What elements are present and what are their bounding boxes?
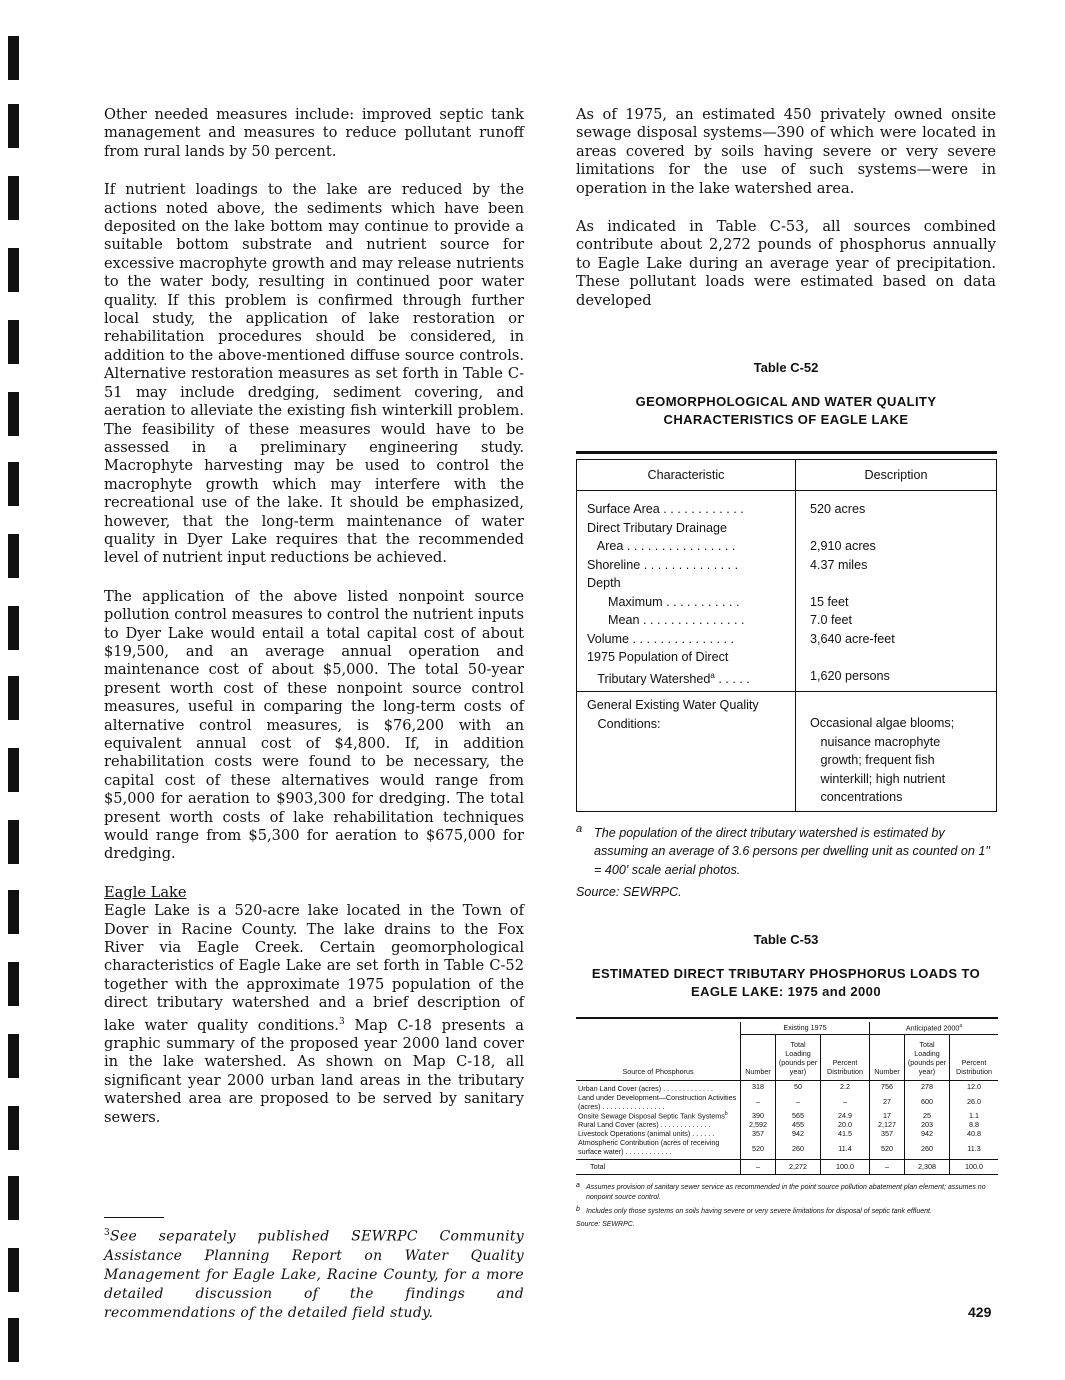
table-note bbox=[576, 824, 996, 880]
row-value: 4.37 miles bbox=[810, 557, 868, 572]
binder-mark bbox=[8, 820, 19, 864]
table-note bbox=[576, 1207, 996, 1217]
leader-dots: . . . . . bbox=[714, 671, 750, 686]
value-cell: 942 bbox=[776, 1129, 821, 1138]
source-cell: Urban Land Cover (acres) . . . . . . . . . . . . . bbox=[576, 1080, 741, 1093]
value-cell: 278 bbox=[905, 1080, 950, 1093]
value-cell: 565 bbox=[776, 1111, 821, 1120]
footnote-mark: 3 bbox=[104, 1227, 111, 1238]
note-text: The population of the direct tributary watershed is estimated by assuming an average of 3.6 persons per dwelling unit as counted on 1" = 400' scale aerial photos. bbox=[594, 825, 990, 877]
value-cell: 26.0 bbox=[967, 1097, 981, 1107]
value-cell: 260 bbox=[905, 1138, 950, 1160]
note-text: Includes only those systems on soils having severe or very severe limitations for disposal of septic tank effluent. bbox=[586, 1207, 932, 1215]
row-label: Depth bbox=[587, 576, 621, 591]
value-cell: 455 bbox=[776, 1120, 821, 1129]
column-header: Percent Distribution bbox=[821, 1034, 870, 1080]
value-cell: 17 bbox=[870, 1111, 905, 1120]
table-top-rule bbox=[576, 451, 997, 454]
binder-mark bbox=[8, 36, 19, 80]
table-label: Table C-53 bbox=[753, 931, 819, 947]
value-cell: 1.1 bbox=[969, 1110, 979, 1120]
binder-mark bbox=[8, 748, 19, 792]
source-cell: Rural Land Cover (acres) . . . . . . . . . . . . . bbox=[576, 1120, 741, 1129]
source-cell bbox=[576, 1111, 741, 1120]
row-label: Direct Tributary Drainage bbox=[587, 520, 727, 535]
footnote-text: See separately published SEWRPC Community Assistance Planning Report on Water Quality Management for Eagle Lake, Racine County, for a more detailed discussion of the findings and recommendations of the detailed field study. bbox=[104, 1228, 524, 1321]
row-label: Mean . . . . . . . . . . . . . . . bbox=[587, 613, 745, 628]
source-cell: Total bbox=[576, 1159, 741, 1174]
paragraph-tail: Map C-18 presents a graphic summary of the proposed year 2000 land cover in the lake watershed. As shown on Map C-18, all significant year 2000 urban land areas in the tributary watershed area are proposed to be served by sanitary sewers. bbox=[104, 1016, 524, 1126]
row-value bbox=[810, 648, 996, 667]
binder-mark bbox=[8, 890, 19, 934]
value-cell: 260 bbox=[776, 1138, 821, 1160]
value-cell: 600 bbox=[905, 1093, 950, 1111]
column-header: Characteristic bbox=[577, 460, 796, 491]
column-header: Total Loading (pounds per year) bbox=[905, 1034, 950, 1080]
footnote-ref: 3 bbox=[338, 1016, 345, 1027]
row-label-text: Tributary Watershed bbox=[587, 671, 711, 686]
source-text: Onsite Sewage Disposal Septic Tank Systems bbox=[578, 1110, 725, 1120]
binder-mark bbox=[8, 606, 19, 650]
row-value: 7.0 feet bbox=[810, 613, 853, 628]
table-row bbox=[576, 1120, 998, 1129]
value-cell: – bbox=[870, 1159, 905, 1174]
note-mark: b bbox=[576, 1205, 580, 1213]
value-cell: 100.0 bbox=[821, 1159, 870, 1174]
table-row bbox=[576, 1129, 998, 1138]
group-header: Existing 1975 bbox=[741, 1022, 870, 1035]
row-value: 3,640 acre-feet bbox=[810, 631, 895, 646]
source-cell: Livestock Operations (animal units) . . . . . . bbox=[576, 1129, 741, 1138]
value-cell: 41.5 bbox=[821, 1129, 870, 1138]
note-mark: b bbox=[724, 1110, 728, 1117]
binder-mark bbox=[8, 1176, 19, 1220]
table-title-line: GEOMORPHOLOGICAL AND WATER QUALITY bbox=[635, 394, 937, 410]
column-header: Percent Distribution bbox=[950, 1034, 999, 1080]
value-cell: 203 bbox=[905, 1120, 950, 1129]
row-label bbox=[587, 667, 795, 686]
value-cell: 2,308 bbox=[905, 1159, 950, 1174]
value-cell: 942 bbox=[905, 1129, 950, 1138]
characteristic-cell bbox=[577, 692, 796, 812]
left-column bbox=[104, 106, 524, 1323]
table-label: Table C-52 bbox=[753, 360, 819, 376]
value-cell: – bbox=[821, 1093, 870, 1111]
column-header: Number bbox=[741, 1034, 776, 1080]
phosphorus-loads-table bbox=[576, 1022, 998, 1175]
source-cell: Land under Development—Construction Activities (acres) . . . . . . . . . . . . . . . . bbox=[576, 1093, 741, 1111]
table-title bbox=[576, 393, 996, 429]
value-cell: 50 bbox=[776, 1080, 821, 1093]
binder-mark bbox=[8, 1318, 19, 1362]
right-column bbox=[576, 106, 996, 1230]
value-cell: 520 bbox=[870, 1138, 905, 1160]
footnote-divider bbox=[104, 1217, 164, 1218]
table-title-line: ESTIMATED DIRECT TRIBUTARY PHOSPHORUS LOADS TO bbox=[591, 965, 981, 981]
row-label: Shoreline . . . . . . . . . . . . . . bbox=[587, 557, 739, 572]
paragraph: As indicated in Table C-53, all sources combined contribute about 2,272 pounds of phosphorus annually to Eagle Lake during an average year of precipitation. These pollutant loads were estimated based on data developed bbox=[576, 218, 996, 309]
value-cell: 357 bbox=[741, 1129, 776, 1138]
row-label: General Existing Water Quality bbox=[587, 698, 759, 713]
row-value bbox=[810, 519, 996, 538]
row-value: 1,620 persons bbox=[810, 668, 890, 683]
binder-mark bbox=[8, 1106, 19, 1150]
note-text: Assumes provision of sanitary sewer service as recommended in the point source pollution abatement plan element; assumes no nonpoint source control. bbox=[586, 1183, 986, 1201]
column-header: Number bbox=[870, 1034, 905, 1080]
binder-mark bbox=[8, 248, 19, 292]
table-source: Source: SEWRPC. bbox=[576, 885, 682, 900]
binder-mark bbox=[8, 320, 19, 364]
table-row bbox=[576, 1138, 998, 1160]
binder-mark bbox=[8, 1034, 19, 1078]
note-mark: a bbox=[576, 1181, 580, 1189]
row-label: Conditions: bbox=[587, 716, 661, 731]
value-cell: – bbox=[741, 1093, 776, 1111]
binder-mark bbox=[8, 676, 19, 720]
table-title-line: CHARACTERISTICS OF EAGLE LAKE bbox=[663, 412, 909, 428]
eagle-lake-section bbox=[104, 884, 524, 1127]
value-cell: 20.0 bbox=[821, 1120, 870, 1129]
binder-mark bbox=[8, 534, 19, 578]
table-title-line: EAGLE LAKE: 1975 and 2000 bbox=[691, 983, 881, 999]
row-value: growth; frequent fish bbox=[810, 753, 935, 768]
value-cell: 2,592 bbox=[741, 1120, 776, 1129]
table-row bbox=[576, 1093, 998, 1111]
value-cell: 24.9 bbox=[821, 1111, 870, 1120]
group-header bbox=[870, 1022, 999, 1035]
paragraph: Eagle Lake is a 520-acre lake located in the Town of Dover in Racine County. The lake drains to the Fox River via Eagle Creek. Certain geomorphological characteristics of Eagle Lake are set forth in Table C-52 together with the approximate 1975 population of the direct tributary watershed and a brief description of lake water quality conditions. bbox=[104, 902, 524, 1034]
row-label: Surface Area . . . . . . . . . . . . bbox=[587, 502, 744, 517]
row-value bbox=[810, 574, 996, 593]
section-heading: Eagle Lake bbox=[104, 883, 187, 901]
value-cell: – bbox=[776, 1093, 821, 1111]
note-mark: a bbox=[576, 822, 583, 835]
paragraph: The application of the above listed nonpoint source pollution control measures to control the nutrient inputs to Dyer Lake would entail a total capital cost of about $19,500, and an average annual operation and maintenance cost of about $5,000. The total 50-year present worth cost of these nonpoint source control measures, useful in comparing the long-term costs of alternative control measures, is $76,200 with an equivalent annual cost of $4,800. If, in addition rehabilitation costs were found to be necessary, the capital cost of these alternatives would range from $5,000 for aeration to $903,300 for dredging. The total present worth costs of lake rehabilitation techniques would range from $5,300 for aeration to $675,000 for dredging. bbox=[104, 587, 524, 863]
row-value: 2,910 acres bbox=[810, 539, 876, 554]
value-cell: 2.2 bbox=[821, 1080, 870, 1093]
column-header: Description bbox=[796, 460, 997, 491]
description-cell bbox=[796, 692, 997, 812]
column-header: Source of Phosphorus bbox=[576, 1022, 741, 1081]
value-cell: 12.0 bbox=[967, 1082, 981, 1092]
total-row bbox=[576, 1159, 998, 1174]
value-cell: 318 bbox=[741, 1080, 776, 1093]
value-cell: – bbox=[741, 1159, 776, 1174]
group-header-text: Anticipated 2000 bbox=[905, 1023, 960, 1033]
page-number: 429 bbox=[968, 1304, 992, 1320]
row-label: Maximum . . . . . . . . . . . bbox=[587, 594, 740, 609]
row-value: 15 feet bbox=[810, 594, 849, 609]
value-cell: 390 bbox=[741, 1111, 776, 1120]
row-value: 520 acres bbox=[810, 502, 866, 517]
binder-mark bbox=[8, 962, 19, 1006]
description-cell bbox=[796, 491, 997, 692]
row-label: 1975 Population of Direct bbox=[587, 650, 729, 665]
table-source: Source: SEWRPC. bbox=[576, 1220, 635, 1228]
footnote bbox=[104, 1224, 524, 1323]
value-cell: 520 bbox=[741, 1138, 776, 1160]
paragraph: As of 1975, an estimated 450 privately owned onsite sewage disposal systems—390 of which were located in areas covered by soils having severe or very severe limitations for the use of such systems—were in operation in the lake watershed area. bbox=[576, 106, 996, 197]
table-note bbox=[576, 1183, 996, 1203]
value-cell: 2,272 bbox=[776, 1159, 821, 1174]
row-label: Volume . . . . . . . . . . . . . . . bbox=[587, 631, 734, 646]
binder-mark bbox=[8, 1248, 19, 1292]
binder-mark bbox=[8, 104, 19, 148]
source-cell: Atmospheric Contribution (acres of receiving surface water) . . . . . . . . . . . . bbox=[576, 1138, 741, 1160]
row-value: winterkill; high nutrient bbox=[810, 771, 946, 786]
geomorphological-table bbox=[576, 459, 997, 812]
paragraph: If nutrient loadings to the lake are reduced by the actions noted above, the sediments which have been deposited on the lake bottom may continue to provide a suitable bottom substrate and nutrient source for excessive macrophyte growth and may release nutrients to the water body, resulting in continued poor water quality. If this problem is confirmed through further local study, the application of lake restoration or rehabilitation procedures should be considered, in addition to the above-mentioned diffuse source controls. Alternative restoration measures as set forth in Table C-51 may include dredging, sediment covering, and aeration to alleviate the existing fish winterkill problem. The feasibility of these measures would have to be assessed in a preliminary engineering study. Macrophyte harvesting may be used to control the macrophyte growth which may interfere with the recreational use of the lake. It should be emphasized, however, that the long-term maintenance of water quality in Dyer Lake requires that the recommended level of nutrient input reductions be achieved. bbox=[104, 181, 524, 567]
paragraph: Other needed measures include: improved septic tank management and measures to reduce pollutant runoff from rural lands by 50 percent. bbox=[104, 106, 524, 160]
binder-mark bbox=[8, 176, 19, 220]
value-cell: 357 bbox=[870, 1129, 905, 1138]
table-row bbox=[576, 1080, 998, 1093]
binder-mark bbox=[8, 392, 19, 436]
table-title bbox=[576, 965, 996, 1001]
row-label: Area . . . . . . . . . . . . . . . . bbox=[587, 539, 736, 554]
value-cell: 27 bbox=[870, 1093, 905, 1111]
value-cell: 25 bbox=[905, 1111, 950, 1120]
note-mark: a bbox=[959, 1022, 963, 1029]
value-cell: 11.3 bbox=[967, 1143, 981, 1153]
table-row bbox=[576, 1111, 998, 1120]
characteristic-cell bbox=[577, 491, 796, 692]
column-header: Total Loading (pounds per year) bbox=[776, 1034, 821, 1080]
value-cell: 40.8 bbox=[967, 1128, 981, 1138]
row-value: concentrations bbox=[810, 790, 903, 805]
row-value: nuisance macrophyte bbox=[810, 734, 941, 749]
value-cell: 8.8 bbox=[969, 1119, 979, 1129]
row-value: Occasional algae blooms; bbox=[810, 716, 955, 731]
value-cell: 11.4 bbox=[821, 1138, 870, 1160]
note-mark: a bbox=[710, 670, 715, 680]
table-top-rule bbox=[576, 1017, 998, 1019]
value-cell: 756 bbox=[870, 1080, 905, 1093]
value-cell: 100.0 bbox=[965, 1162, 983, 1172]
value-cell: 2,127 bbox=[870, 1120, 905, 1129]
binder-mark bbox=[8, 462, 19, 506]
